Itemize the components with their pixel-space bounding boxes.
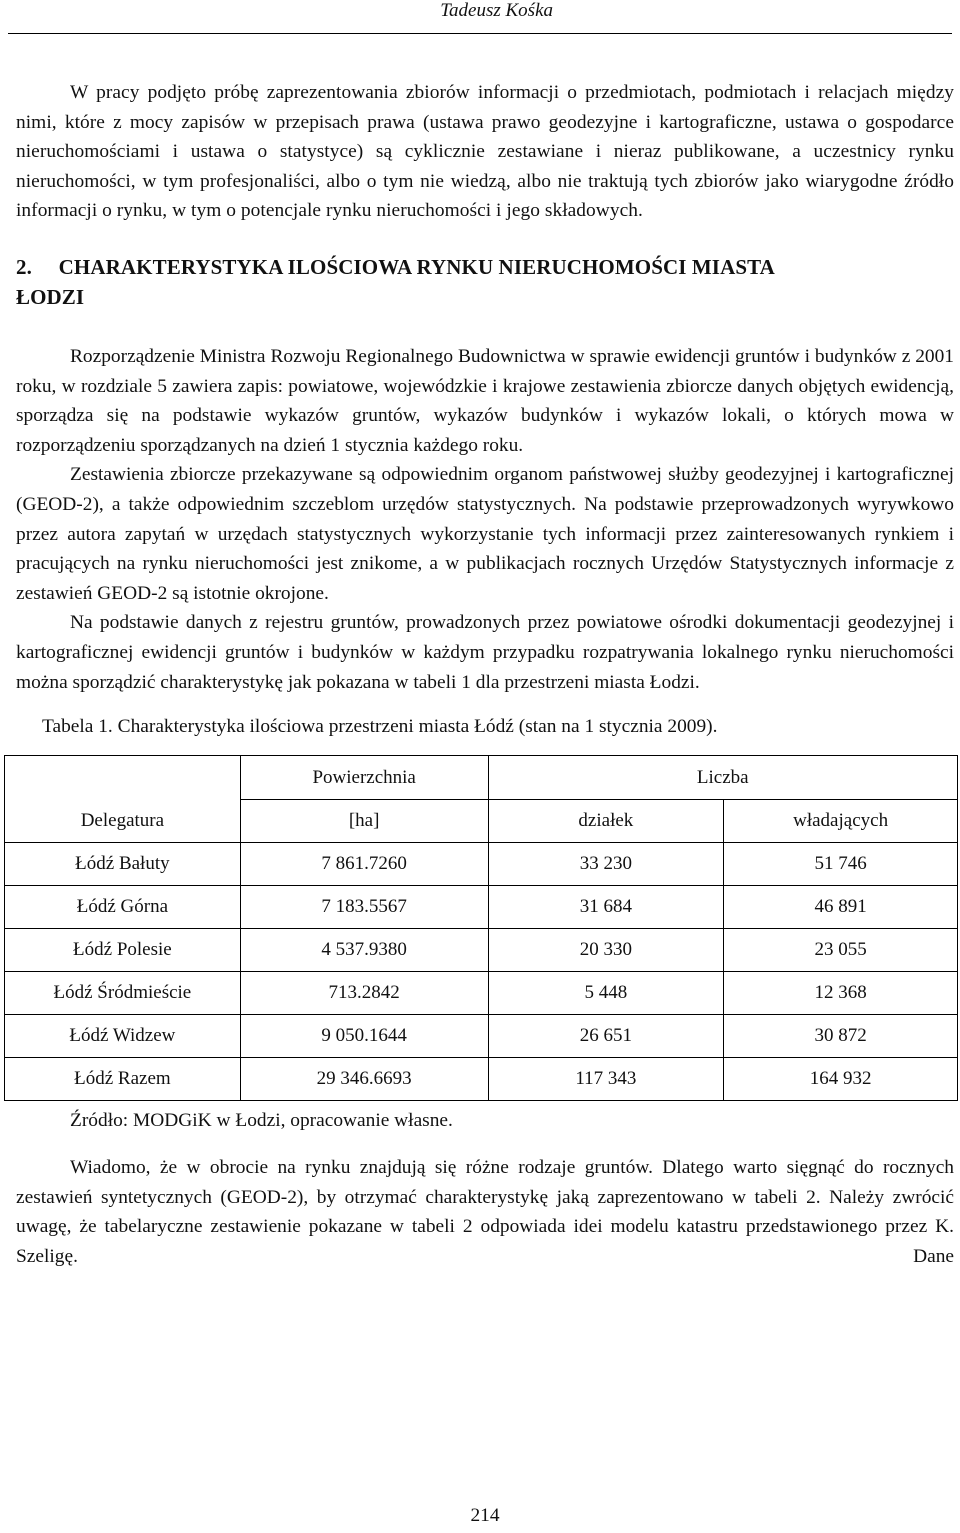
cell-dzialek: 31 684 [488,886,724,929]
cell-powierzchnia: 29 346.6693 [240,1058,488,1101]
paragraph-summaries: Zestawienia zbiorcze przekazywane są odpowiednim organom państwowej służby geodezyjnej i kartograficznej (GEOD-2), a także odpowiednim szczeblom urzędów statystycznych. Na podstawie przeprowadzonych wyrywkowo przez autora zapytań w urzędach statystycznych wykorzystanie tych informacji przez zainteresowanych rynkiem i pracujących na rynku nieruchomości jest znikome, a w publikacjach rocznych Urzędów Statystycznych informacje z zestawień GEOD-2 są istotnie okrojone. [16,464,954,604]
cell-wladajacych: 30 872 [724,1015,958,1058]
cell-powierzchnia: 7 183.5567 [240,886,488,929]
table-row [5,886,958,929]
table-row-total [5,1058,958,1101]
table-row [5,929,958,972]
paragraph-regulation: Rozporządzenie Ministra Rozwoju Regionalnego Budownictwa w sprawie ewidencji gruntów i budynków z 2001 roku, w rozdziale 5 zawiera zapis: powiatowe, wojewódzkie i krajowe zestawienia zbiorcze danych objętych ewidencją, sporządza się na podstawie wykazów gruntów, wykazów budynków i wykazów lokali, o których mowa w rozporządzeniu sporządzanych na dzień 1 stycznia każdego roku. [16,345,954,456]
header-dzialek: działek [488,800,724,843]
table-source: Źródło: MODGiK w Łodzi, opracowanie własne. [70,1110,453,1132]
header-powierzchnia-unit: [ha] [240,800,488,843]
cell-wladajacych: 12 368 [724,972,958,1015]
header-liczba: Liczba [488,756,957,800]
cell-dzialek: 5 448 [488,972,724,1015]
cell-dzialek: 20 330 [488,929,724,972]
cell-delegatura: Łódź Bałuty [5,843,241,886]
cell-wladajacych: 51 746 [724,843,958,886]
page-number: 214 [470,1505,500,1526]
cell-wladajacych: 23 055 [724,929,958,972]
intro-paragraph: W pracy podjęto próbę zaprezentowania zbiorów informacji o przedmiotach, podmiotach i relacjach między nimi, które z mocy zapisów w przepisach prawa (ustawa prawo geodezyjne i kartograficzne, ustawa o gospodarce nieruchomościami i ustawa o statystyce) są cyklicznie zestawiane i nieraz publikowane, a uczestnicy rynku nieruchomości, w tym profesjonaliści, albo o tym nie wiedzą, albo nie traktują tych zbiorów jako wiarygodne źródło informacji o rynku, w tym o potencjale rynku nieruchomości i jego składowych. [16,82,954,222]
cell-delegatura: Łódź Górna [5,886,241,929]
section-title-line1: CHARAKTERYSTYKA ILOŚCIOWA RYNKU NIERUCHOMOŚCI MIASTA [58,254,775,279]
closing-paragraph: Wiadomo, że w obrocie na rynku znajdują się różne rodzaje gruntów. Dlatego warto sięgnąć do rocznych zestawień syntetycznych (GEOD-2), by otrzymać charakterystykę jaką zaprezentowano w tabeli 2. Należy zwrócić uwagę, że tabelaryczne zestawienie pokazane w tabeli 2 odpowiada idei modelu katastru przedstawionego przez K. Szeligę. Dane [16,1157,954,1267]
cell-delegatura: Łódź Widzew [5,1015,241,1058]
cell-dzialek: 26 651 [488,1015,724,1058]
data-table [4,755,958,1101]
table-header-row [5,756,958,800]
cell-powierzchnia: 713.2842 [240,972,488,1015]
header-rule [8,33,952,34]
cell-dzialek: 117 343 [488,1058,724,1101]
table-row [5,843,958,886]
header-author: Tadeusz Kośka [440,0,553,21]
cell-dzialek: 33 230 [488,843,724,886]
cell-powierzchnia: 9 050.1644 [240,1015,488,1058]
paragraph-register: Na podstawie danych z rejestru gruntów, prowadzonych przez powiatowe ośrodki dokumentacji geodezyjnej i kartograficznej ewidencji gruntów i budynków w każdym przypadku rozpatrywania lokalnego rynku nieruchomości można sporządzić charakterystykę jak pokazana w tabeli 1 dla przestrzeni miasta Łodzi. [16,612,954,693]
section-heading [16,252,954,312]
header-delegatura: Delegatura [5,756,241,843]
cell-powierzchnia: 7 861.7260 [240,843,488,886]
section-number: 2. [16,254,32,279]
header-powierzchnia: Powierzchnia [240,756,488,800]
page-content [16,78,954,1271]
cell-delegatura: Łódź Razem [5,1058,241,1101]
running-header [0,0,960,36]
cell-powierzchnia: 4 537.9380 [240,929,488,972]
cell-delegatura: Łódź Śródmieście [5,972,241,1015]
cell-delegatura: Łódź Polesie [5,929,241,972]
table-row [5,972,958,1015]
table-caption: Tabela 1. Charakterystyka ilościowa przestrzeni miasta Łódź (stan na 1 stycznia 2009). [42,716,718,738]
header-wladajacych: władających [724,800,958,843]
cell-wladajacych: 46 891 [724,886,958,929]
section-title-line2: ŁODZI [16,284,85,309]
cell-wladajacych: 164 932 [724,1058,958,1101]
table-row [5,1015,958,1058]
